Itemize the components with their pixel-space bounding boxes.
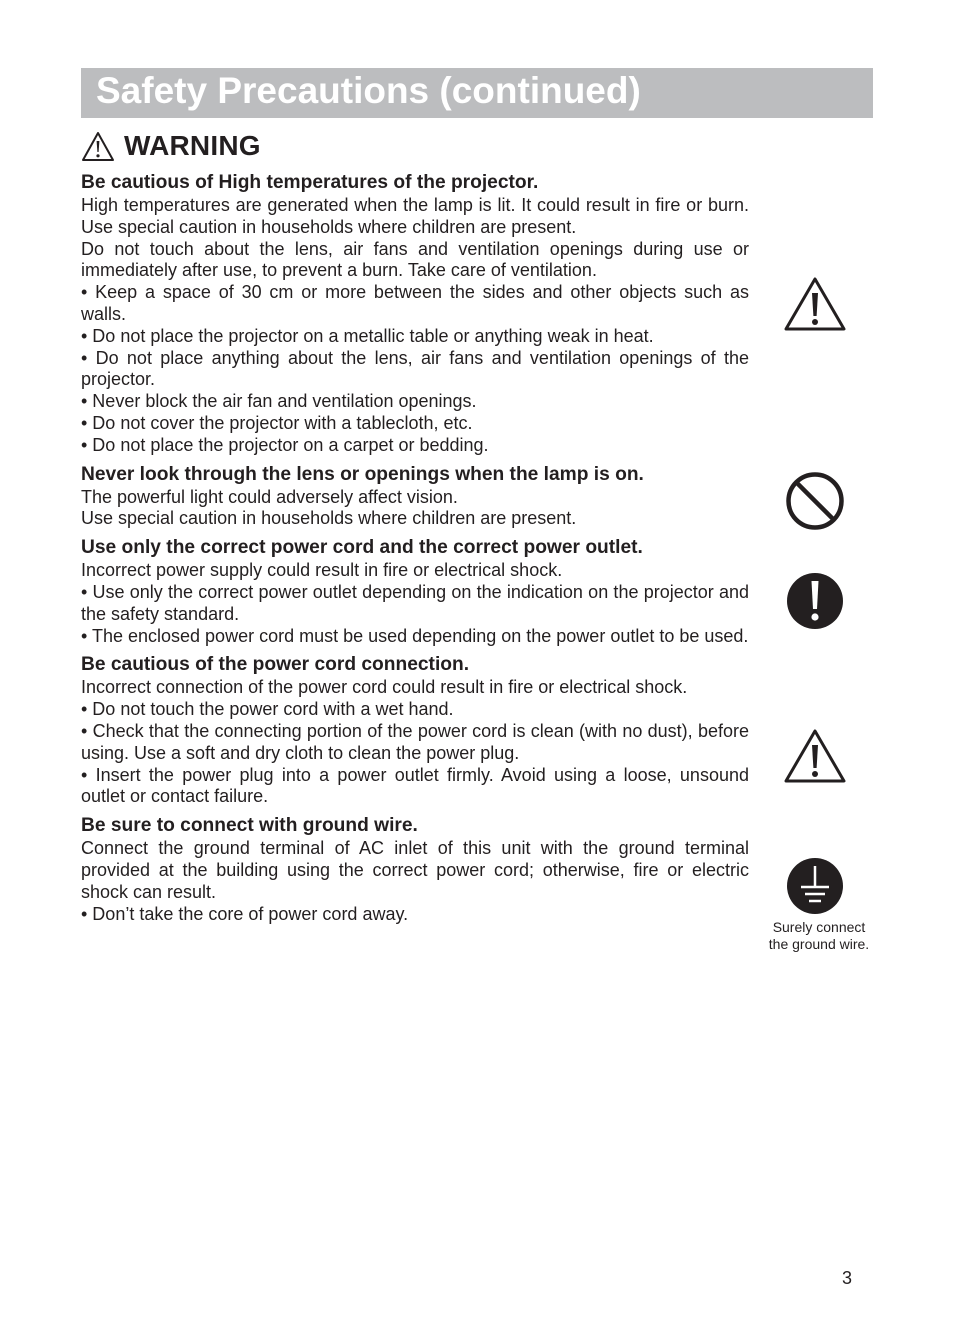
bullet-item: • Do not place the projector on a metallic table or anything weak in heat.	[81, 325, 654, 346]
paragraph: Connect the ground terminal of AC inlet of this unit with the ground terminal provided at the building using the correct power cord; otherwise, fire or electric shock can result.	[81, 838, 749, 902]
bullet-item: • Never block the air fan and ventilation openings.	[81, 391, 477, 412]
mandatory-action-icon	[786, 572, 844, 630]
caption-line: Surely connect	[772, 919, 866, 935]
bullet-item: • Use only the correct power outlet depending on the indication on the projector and the safety standard.	[81, 581, 749, 624]
caution-triangle-icon	[783, 728, 847, 784]
title-bar	[81, 68, 873, 118]
paragraph: Incorrect power supply could result in fire or electrical shock.	[81, 560, 563, 581]
section-high-temperature	[81, 171, 749, 457]
section-title: Never look through the lens or openings when the lamp is on.	[81, 463, 644, 485]
ground-icon-caption	[759, 919, 879, 953]
prohibition-icon	[786, 472, 844, 530]
bullet-item: • Check that the connecting portion of the power cord is clean (with no dust), before using. Use a soft and dry cloth to clean the power plug.	[81, 720, 749, 763]
section-power-cord	[81, 536, 749, 647]
bullet-item: • Do not place anything about the lens, air fans and ventilation openings of the projector.	[81, 347, 749, 390]
bullet-item: • Do not place the projector on a carpet or bedding.	[81, 434, 489, 455]
section-lens	[81, 463, 749, 531]
warning-triangle-icon	[81, 131, 115, 162]
caution-triangle-icon	[783, 276, 847, 332]
bullet-item: • The enclosed power cord must be used depending on the power outlet to be used.	[81, 625, 749, 646]
bullet-item: • Don’t take the core of power cord away.	[81, 903, 409, 924]
section-title: Be sure to connect with ground wire.	[81, 815, 418, 837]
warning-content	[81, 171, 749, 925]
warning-heading	[81, 128, 261, 164]
section-cord-connection	[81, 653, 749, 808]
paragraph: Do not touch about the lens, air fans and ventilation openings during use or immediately after use, to prevent a burn. Take care of ventilation.	[81, 238, 749, 281]
warning-label: WARNING	[124, 130, 261, 161]
caption-line: the ground wire.	[768, 936, 870, 952]
page-number: 3	[841, 1268, 852, 1288]
page-title: Safety Precautions (continued)	[96, 70, 641, 111]
paragraph: High temperatures are generated when the lamp is lit. It could result in fire or burn. Use special caution in households where children are present.	[81, 195, 749, 237]
bullet-item: • Do not touch the power cord with a wet hand.	[81, 699, 454, 720]
bullet-item: • Do not cover the projector with a tablecloth, etc.	[81, 412, 473, 433]
bullet-item: • Insert the power plug into a power outlet firmly. Avoid using a loose, unsound outlet or contact failure.	[81, 764, 749, 807]
section-title: Use only the correct power cord and the correct power outlet.	[81, 537, 643, 559]
paragraph: Use special caution in households where children are present.	[81, 508, 577, 529]
bullet-item: • Keep a space of 30 cm or more between the sides and other objects such as walls.	[81, 282, 749, 324]
section-title: Be cautious of High temperatures of the projector.	[81, 172, 539, 193]
section-title: Be cautious of the power cord connection.	[81, 654, 470, 676]
paragraph: The powerful light could adversely affect vision.	[81, 486, 458, 507]
ground-wire-icon	[786, 857, 844, 915]
section-ground-wire	[81, 814, 749, 925]
paragraph: Incorrect connection of the power cord could result in fire or electrical shock.	[81, 677, 688, 698]
